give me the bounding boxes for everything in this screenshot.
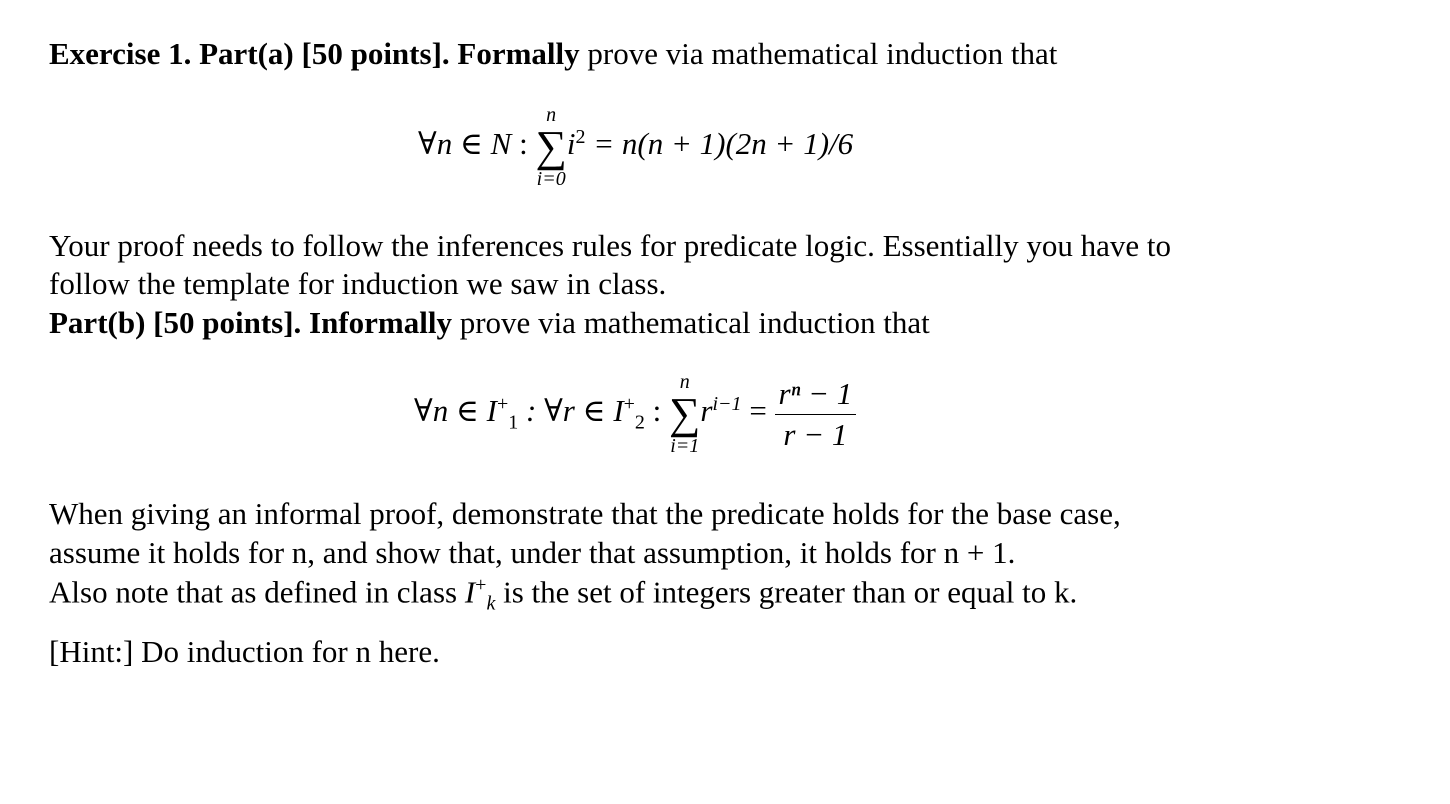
eq-b-set2: I xyxy=(613,393,624,429)
eq-a-exponent: 2 xyxy=(575,125,586,148)
summation-b xyxy=(669,372,700,456)
eq-b-set1: I xyxy=(486,393,497,429)
paragraph-b-line2: assume it holds for n, and show that, under that assumption, it holds for n + 1. xyxy=(49,535,1016,570)
forall-symbol: ∀ xyxy=(418,126,437,162)
part-b-text: prove via mathematical induction that xyxy=(459,305,930,340)
equation-a xyxy=(418,105,853,189)
hint: [Hint:] Do induction for n here. xyxy=(49,634,440,669)
equation-b xyxy=(414,372,856,456)
part-a-text: prove via mathematical induction that xyxy=(587,36,1058,71)
eq-a-variable: n xyxy=(436,126,453,162)
sum-b-upper-limit: n xyxy=(679,371,690,393)
eq-b-exponent: i−1 xyxy=(712,392,742,415)
paragraph-b-set-sup: + xyxy=(475,574,487,596)
eq-b-set2-sub: 2 xyxy=(634,411,645,434)
eq-b-set1-sup: + xyxy=(496,392,509,415)
sum-a-upper-limit: n xyxy=(546,104,557,126)
fraction-numerator: rⁿ − 1 xyxy=(775,376,857,415)
paragraph-a-line1: Your proof needs to follow the inferences rules for predicate logic. Essentially you have to xyxy=(49,228,1172,263)
fraction-denominator: r − 1 xyxy=(783,416,848,452)
part-b-heading xyxy=(49,307,930,338)
part-a-label: Part(a) [50 points]. xyxy=(199,36,450,71)
eq-a-term: i xyxy=(566,126,576,162)
eq-b-term: r xyxy=(700,393,713,429)
exercise-label: Exercise 1. xyxy=(49,36,192,71)
eq-b-set1-sub: 1 xyxy=(508,411,519,434)
fraction xyxy=(775,376,857,453)
eq-a-rhs: = n(n + 1)(2n + 1)/6 xyxy=(585,126,854,162)
sum-a-lower-limit: i=0 xyxy=(536,168,566,190)
sum-b-lower-limit: i=1 xyxy=(670,435,700,457)
sigma-symbol: ∑ xyxy=(535,122,567,171)
part-a-emphasis: Formally xyxy=(457,36,580,71)
paragraph-b-set-sub: k xyxy=(486,592,496,615)
part-b-emphasis: Informally xyxy=(309,305,452,340)
eq-a-colon: : xyxy=(511,126,536,162)
summation-a xyxy=(535,105,566,189)
eq-a-set: N xyxy=(490,126,512,162)
eq-b-mid: : ∀r ∈ xyxy=(518,393,614,429)
part-b-label: Part(b) [50 points]. xyxy=(49,305,302,340)
paragraph-b-line3 xyxy=(49,575,1077,614)
paragraph-b-line3-end: is the set of integers greater than or equal to k. xyxy=(503,574,1078,610)
eq-b-colon: : xyxy=(644,393,670,429)
eq-b-equals: = xyxy=(741,393,775,429)
sigma-symbol-b: ∑ xyxy=(669,389,701,438)
eq-b-set2-sup: + xyxy=(623,392,635,415)
element-of-symbol: ∈ xyxy=(452,126,491,162)
paragraph-b-set: I xyxy=(464,574,476,610)
paragraph-a-line2: follow the template for induction we saw in class. xyxy=(49,266,667,301)
paragraph-b-line3-start: Also note that as defined in class xyxy=(49,574,458,610)
eq-b-prefix: ∀n ∈ xyxy=(414,393,487,429)
paragraph-b-line1: When giving an informal proof, demonstrate that the predicate holds for the base case, xyxy=(49,496,1121,531)
part-a-heading xyxy=(49,38,1057,69)
